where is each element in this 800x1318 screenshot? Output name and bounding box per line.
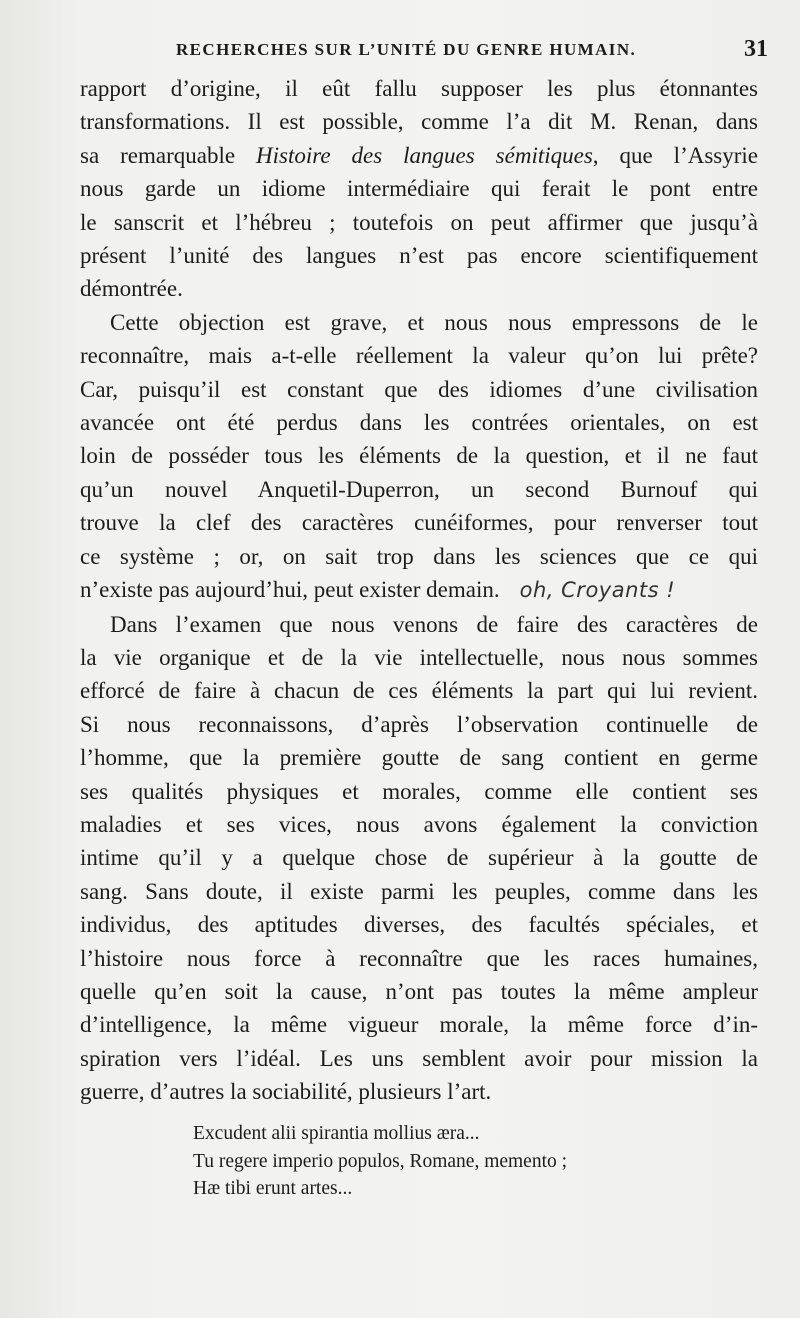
text-line: ses qualités physiques et morales, comme elle contient ses [80,778,758,804]
text-line: loin de posséder tous les éléments de la question, et il ne faut [80,443,758,469]
page-header [176,36,768,66]
text-line: ce système ; or, on sait trop dans les sciences que ce qui [80,543,758,569]
text-line: Cette objection est grave, et nous nous empressons de le [110,309,758,335]
text-line: le sanscrit et l’hébreu ; toutefois on peut affirmer que jusqu’à [80,209,758,235]
paragraph-2 [80,306,758,608]
text-line: l’histoire nous force à reconnaître que les races humaines, [80,945,758,971]
text-segment: sa remarquable [80,142,257,168]
text-line: avancée ont été perdus dans les contrées orientales, on est [80,410,758,436]
quote-line: Hæ tibi erunt artes... [193,1178,353,1199]
text-line: l’homme, que la première goutte de sang contient en germe [80,745,758,771]
latin-quotation [193,1120,567,1203]
text-line: reconnaître, mais a-t-elle réellement la valeur qu’on lui prête? [80,343,758,369]
paragraph-1 [80,72,758,306]
text-line: Si nous reconnaissons, d’après l’observation continuelle de [80,711,758,737]
paragraph-3 [80,608,758,1109]
text-line [80,139,758,172]
text-line: sang. Sans doute, il existe parmi les peuples, comme dans les [80,878,758,904]
text-line: efforcé de faire à chacun de ces éléments la part qui lui revient. [80,678,758,704]
text-line: la vie organique et de la vie intellectuelle, nous nous sommes [80,644,758,670]
text-segment: , que l’Assyrie [592,142,758,168]
text-line: démontrée. [80,276,183,302]
text-line: rapport d’origine, il eût fallu supposer les plus étonnantes [80,76,758,101]
text-line: Car, puisqu’il est constant que des idiomes d’une civilisation [80,376,758,402]
text-line: Dans l’examen que nous venons de faire des caractères de [110,611,758,637]
text-line: trouve la clef des caractères cunéiformes, pour renverser tout [80,510,758,536]
book-title: Histoire des langues sémitiques [256,142,593,168]
handwritten-annotation: oh, Croyants ! [519,578,676,603]
text-line: transformations. Il est possible, comme l’a dit M. Renan, dans [80,109,758,135]
text-line: spiration vers l’idéal. Les uns semblent avoir pour mission la [80,1045,758,1071]
quote-line: Tu regere imperio populos, Romane, memento ; [193,1150,568,1172]
text-line: présent l’unité des langues n’est pas encore scientifiquement [80,243,758,269]
body-text [80,72,758,1109]
running-head: RECHERCHES SUR L’UNITÉ DU GENRE HUMAIN. [176,40,637,59]
text-line: guerre, d’autres la sociabilité, plusieurs l’art. [80,1079,492,1105]
text-line: individus, des aptitudes diverses, des facultés spéciales, et [80,912,758,938]
text-line [80,573,758,607]
text-line: qu’un nouvel Anquetil-Duperron, un second Burnouf qui [80,476,758,502]
text-line: maladies et ses vices, nous avons également la conviction [80,811,758,837]
text-line: d’intelligence, la même vigueur morale, la même force d’in- [80,1012,758,1038]
page-number: 31 [744,36,768,62]
quote-line: Excudent alii spirantia mollius æra... [193,1123,480,1144]
text-line: quelle qu’en soit la cause, n’ont pas toutes la même ampleur [80,978,758,1004]
text-line: intime qu’il y a quelque chose de supérieur à la goutte de [80,845,758,871]
text-segment: n’existe pas aujourd’hui, peut exister demain. [80,577,500,603]
text-line: nous garde un idiome intermédiaire qui ferait le pont entre [80,176,758,202]
